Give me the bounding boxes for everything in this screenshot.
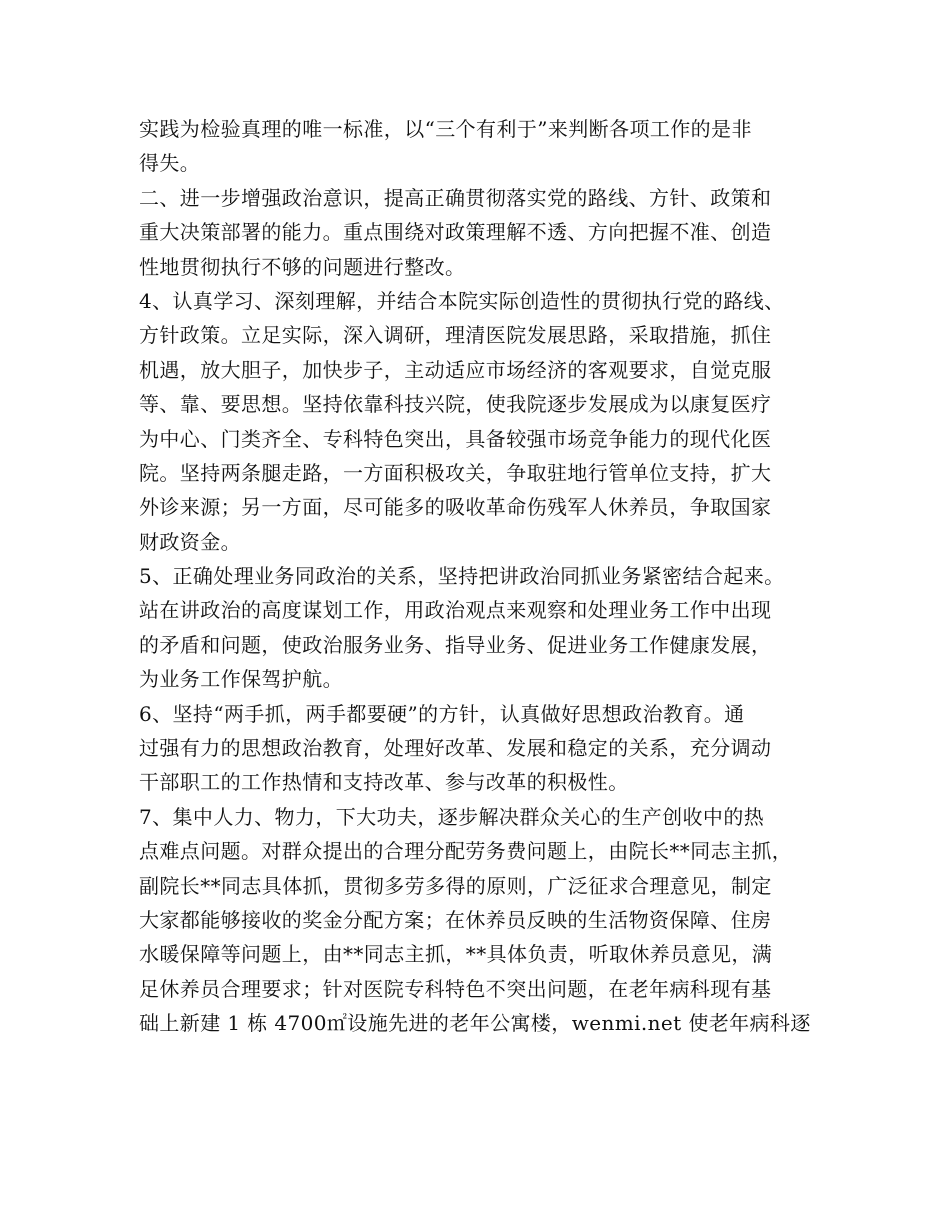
text-line: 大家都能够接收的奖金分配方案；在休养员反映的生活物资保障、住房 (139, 907, 772, 932)
body-text (139, 112, 839, 1041)
text-line: 6、坚持“两手抓，两手都要硬”的方针，认真做好思想政治教育。通 (139, 701, 745, 726)
text-line: 二、进一步增强政治意识，提高正确贯彻落实党的路线、方针、政策和 (139, 185, 772, 210)
text-line: 5、正确处理业务同政治的关系，坚持把讲政治同抓业务紧密结合起来。 (139, 564, 785, 589)
text-line: 的矛盾和问题，使政治服务业务、指导业务、促进业务工作健康发展， (139, 632, 772, 657)
text-line: 站在讲政治的高度谋划工作，用政治观点来观察和处理业务工作中出现 (139, 598, 772, 623)
text-line: 水暖保障等问题上，由**同志主抓，**具体负责，听取休养员意见，满 (139, 942, 773, 967)
text-line: 得失。 (139, 151, 201, 176)
text-line: 过强有力的思想政治教育，处理好改革、发展和稳定的关系，充分调动 (139, 736, 772, 761)
text-line: 外诊来源；另一方面，尽可能多的吸收革命伤残军人休养员，争取国家 (139, 495, 772, 520)
text-line: 性地贯彻执行不够的问题进行整改。 (139, 254, 466, 279)
text-line: 为业务工作保驾护航。 (139, 667, 343, 692)
text-line: 足休养员合理要求；针对医院专科特色不突出问题，在老年病科现有基 (139, 976, 772, 1001)
text-line: 副院长**同志具体抓，贯彻多劳多得的原则，广泛征求合理意见，制定 (139, 873, 772, 898)
text-line: 点难点问题。对群众提出的合理分配劳务费问题上，由院长**同志主抓， (139, 839, 793, 864)
text-line: 重大决策部署的能力。重点围绕对政策理解不透、方向把握不准、创造 (139, 220, 772, 245)
text-line: 为中心、门类齐全、专科特色突出，具备较强市场竞争能力的现代化医 (139, 426, 772, 451)
text-line: 干部职工的工作热情和支持改革、参与改革的积极性。 (139, 770, 629, 795)
text-line: 方针政策。立足实际，深入调研，理清医院发展思路，采取措施，抓住 (139, 323, 772, 348)
text-line: 机遇，放大胆子，加快步子，主动适应市场经济的客观要求，自觉克服 (139, 357, 772, 382)
text-line: 实践为检验真理的唯一标准，以“三个有利于”来判断各项工作的是非 (139, 117, 752, 141)
text-line: 4、认真学习、深刻理解，并结合本院实际创造性的贯彻执行党的路线、 (139, 288, 785, 313)
text-line: 院。坚持两条腿走路，一方面积极攻关，争取驻地行管单位支持，扩大 (139, 460, 772, 485)
text-line: 等、靠、要思想。坚持依靠科技兴院，使我院逐步发展成为以康复医疗 (139, 392, 772, 417)
text-line: 7、集中人力、物力，下大功夫，逐步解决群众关心的生产创收中的热 (139, 804, 765, 829)
text-line: 础上新建 1 栋 4700㎡设施先进的老年公寓楼，wenmi.net 使老年病科逐 (139, 1011, 811, 1036)
text-line: 财政资金。 (139, 529, 241, 554)
